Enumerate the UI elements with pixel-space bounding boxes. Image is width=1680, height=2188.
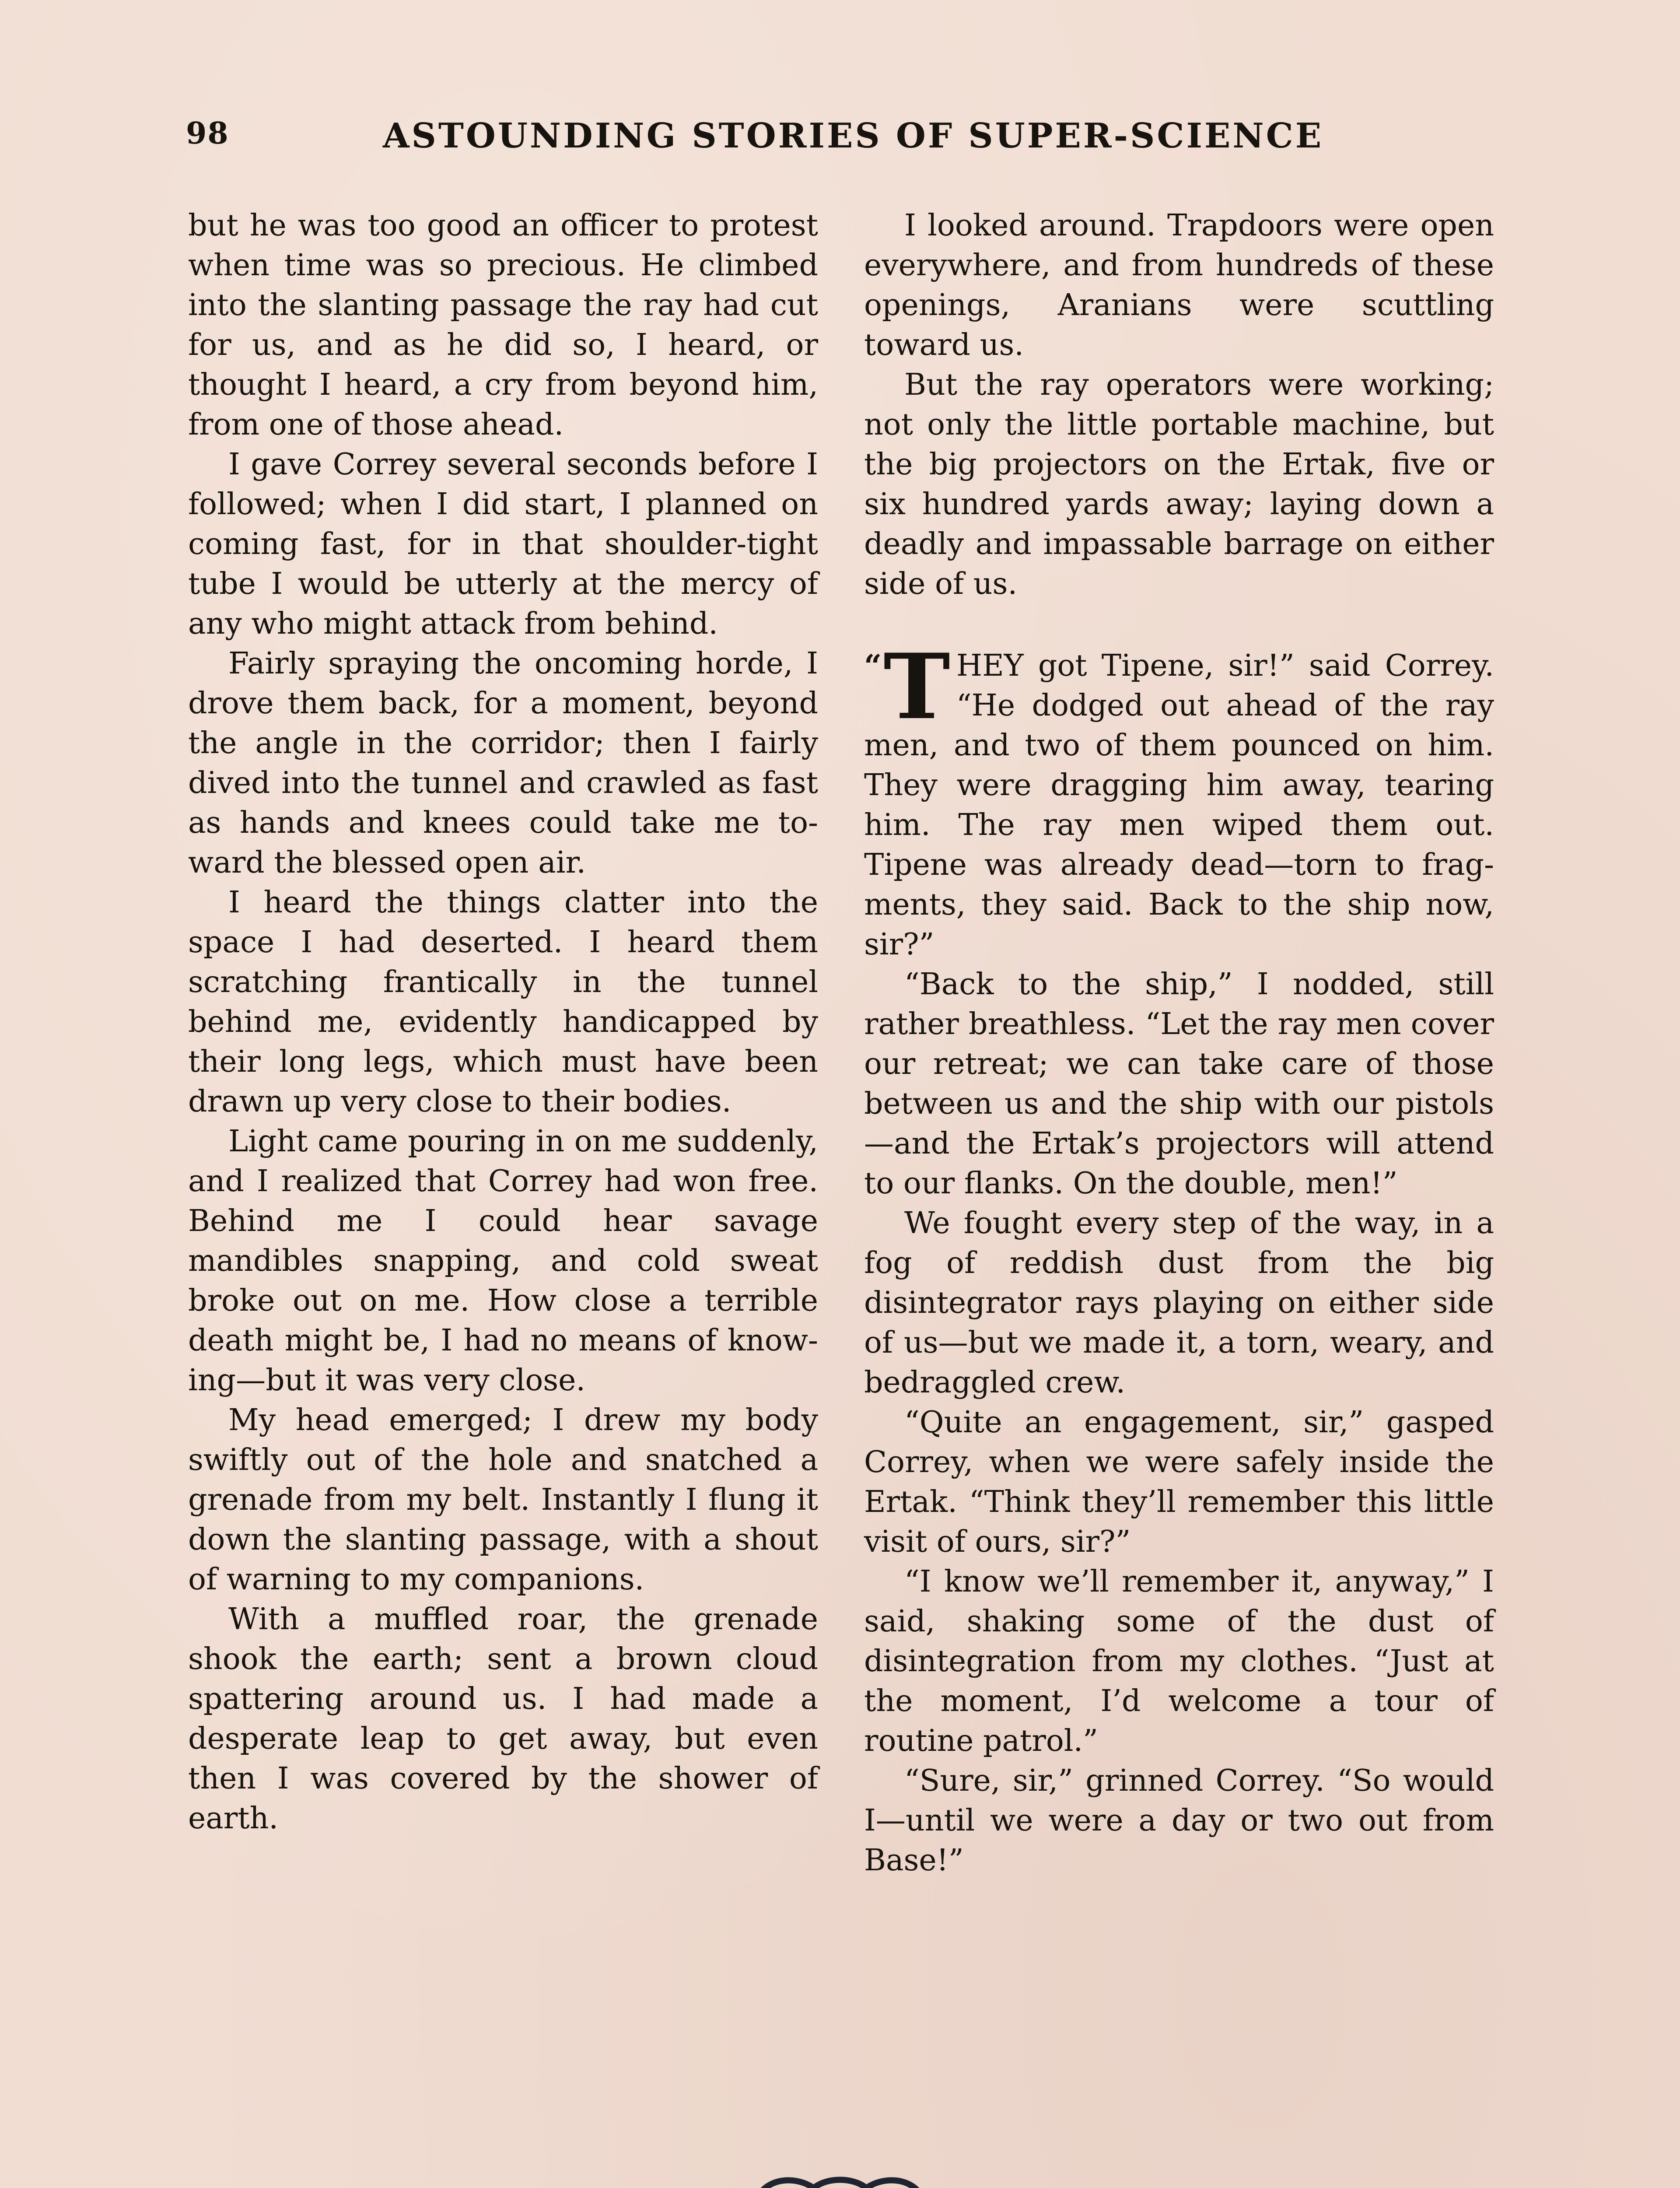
right-column bbox=[864, 206, 1494, 1880]
drop-cap-paragraph-text: HEY got Tipene, sir!” said Correy. “He dodged out ahead of the ray men, and two of them pounced on him. They were dragging him away, tearing him. The ray men wiped them out. Tipene was already dead—torn to fragments, they said. Back to the ship now, sir?” bbox=[864, 649, 1494, 962]
paragraph: “I know we’ll remember it, anyway,” I said, shaking some of the dust of disintegration from my clothes. “Just at the moment, I’d welcome a tour of routine patrol.” bbox=[864, 1564, 1494, 1758]
drop-cap-letter: T bbox=[883, 635, 950, 740]
paragraph: But the ray operators were working; not only the little portable machine, but the big projectors on the Ertak, five or six hundred yards away; laying down a deadly and impassable barrage on either side of us. bbox=[864, 368, 1494, 601]
paragraph: “Back to the ship,” I nodded, still rather breathless. “Let the ray men cover our retreat; we can take care of those between us and the ship with our pistols—and the Ertak’s projectors will attend to our flanks. On the double, men!” bbox=[864, 967, 1494, 1201]
paragraph: “Sure, sir,” grinned Correy. “So would I—until we were a day or two out from Base!” bbox=[864, 1764, 1494, 1878]
drop-cap-paragraph bbox=[864, 635, 1494, 964]
paragraph: My head emerged; I drew my body swiftly out of the hole and snatched a grenade from my belt. Instantly I flung it down the slanting passage, with a shout of warning to my companions. bbox=[188, 1403, 818, 1597]
paragraph: Fairly spraying the oncoming horde, I drove them back, for a moment, beyond the angle in the corridor; then I fairly dived into the tunnel and crawled as fast as hands and knees could take me toward the blessed open air. bbox=[188, 646, 818, 880]
paragraph: I gave Correy several seconds before I followed; when I did start, I planned on coming fast, for in that shoulder-tight tube I would be utterly at the mercy of any who might attack from behind. bbox=[188, 447, 818, 641]
paragraph: I heard the things clatter into the space I had deserted. I heard them scratching frantically in the tunnel behind me, evidently handicapped by their long legs, which must have been drawn up very close to their bodies. bbox=[188, 885, 818, 1119]
paragraph: “Quite an engagement, sir,” gasped Correy, when we were safely inside the Ertak. “Think they’ll remember this little visit of ours, sir?” bbox=[864, 1405, 1494, 1559]
running-title: ASTOUNDING STORIES OF SUPER-SCIENCE bbox=[383, 116, 1324, 156]
paragraph: With a muffled roar, the grenade shook the earth; sent a brown cloud spattering around us. I had made a desperate leap to get away, but even then I was covered by the shower of earth. bbox=[188, 1602, 818, 1836]
paragraph: We fought every step of the way, in a fog of reddish dust from the big disintegrator rays playing on either side of us—but we made it, a torn, weary, and bedraggled crew. bbox=[864, 1206, 1494, 1400]
ornamental-tailpiece-icon bbox=[718, 2153, 962, 2188]
drop-cap-open-quote: “ bbox=[864, 648, 882, 684]
paragraph: Light came pouring in on me suddenly, and I realized that Correy had won free. Behind me I could hear savage mandibles snapping, and cold sweat broke out on me. How close a terrible death might be, I had no means of knowing—but it was very close. bbox=[188, 1124, 818, 1398]
page-header bbox=[186, 116, 1324, 168]
section-break bbox=[864, 604, 1494, 646]
page-number: 98 bbox=[186, 116, 229, 151]
left-column bbox=[188, 206, 818, 1838]
paragraph: but he was too good an officer to protest when time was so precious. He climbed into the slanting passage the ray had cut for us, and as he did so, I heard, or thought I heard, a cry from beyond him, from one of those ahead. bbox=[188, 208, 818, 442]
paragraph: I looked around. Trapdoors were open everywhere, and from hundreds of these openings, Aranians were scuttling toward us. bbox=[864, 208, 1494, 362]
